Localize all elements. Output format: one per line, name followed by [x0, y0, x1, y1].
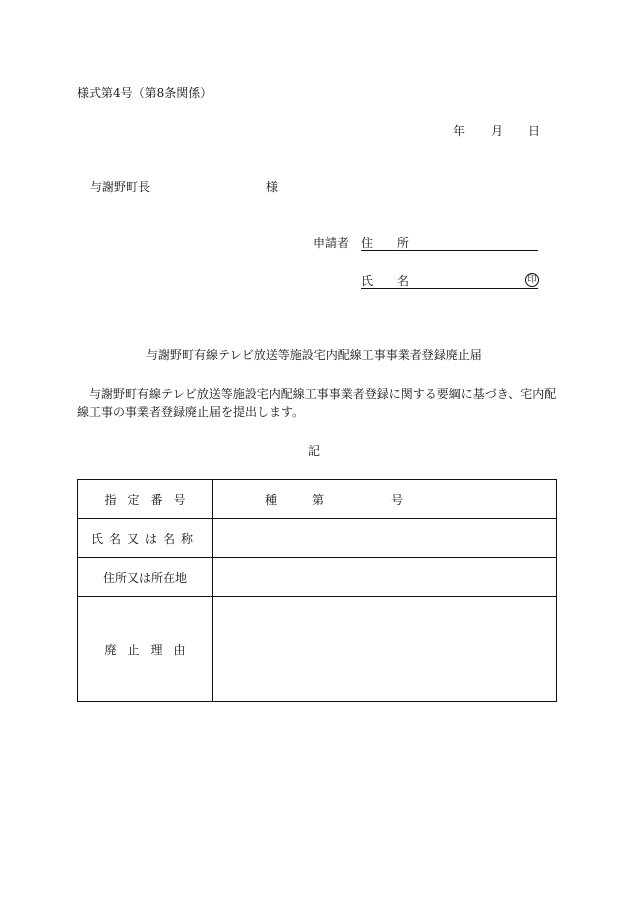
- number-suffix-label: 号: [391, 492, 404, 507]
- table-row-address: [78, 558, 557, 597]
- address-or-location-field[interactable]: [213, 558, 557, 597]
- address-label-char-2: 所: [397, 236, 410, 250]
- date-day-label: 日: [528, 124, 541, 138]
- addressee-name: 与謝野町長: [90, 180, 151, 194]
- name-or-title-field[interactable]: [213, 519, 557, 558]
- kind-label: 種: [265, 492, 278, 507]
- designation-label-char: 号: [173, 492, 186, 507]
- registration-table: [77, 479, 557, 702]
- applicant-label: 申請者: [313, 236, 350, 250]
- designation-number-label: [78, 480, 213, 519]
- designation-number-field[interactable]: [213, 480, 557, 519]
- address-underline: [361, 250, 538, 251]
- name-or-title-label: 氏名又は名称: [78, 519, 213, 558]
- addressee-honorific: 様: [266, 180, 279, 194]
- form-number: 様式第4号（第8条関係）: [77, 86, 213, 100]
- document-title: 与謝野町有線テレビ放送等施設宅内配線工事事業者登録廃止届: [146, 348, 482, 362]
- table-row-designation-number: [78, 480, 557, 519]
- date-year-label: 年: [453, 124, 466, 138]
- ki-heading: 記: [308, 444, 321, 458]
- number-prefix-label: 第: [312, 492, 325, 507]
- seal-mark: 印: [525, 273, 539, 287]
- designation-label-char: 番: [150, 492, 163, 507]
- abolition-reason-field[interactable]: [213, 597, 557, 702]
- reason-label-char: 止: [127, 642, 140, 657]
- table-row-name: [78, 519, 557, 558]
- reason-label-char: 由: [173, 642, 186, 657]
- name-underline: [361, 288, 538, 289]
- designation-label-char: 定: [127, 492, 140, 507]
- name-label-char-2: 名: [397, 274, 410, 288]
- address-or-location-label: 住所又は所在地: [78, 558, 213, 597]
- table-row-reason: [78, 597, 557, 702]
- address-label-char-1: 住: [361, 236, 374, 250]
- abolition-reason-label: [78, 597, 213, 702]
- body-line-2: 線工事の事業者登録廃止届を提出します。: [77, 405, 305, 419]
- name-label-char-1: 氏: [361, 274, 374, 288]
- reason-label-char: 廃: [104, 642, 117, 657]
- reason-label-char: 理: [150, 642, 163, 657]
- designation-label-char: 指: [104, 492, 117, 507]
- body-line-1: 与謝野町有線テレビ放送等施設宅内配線工事事業者登録に関する要綱に基づき、宅内配: [89, 387, 557, 401]
- date-month-label: 月: [491, 124, 504, 138]
